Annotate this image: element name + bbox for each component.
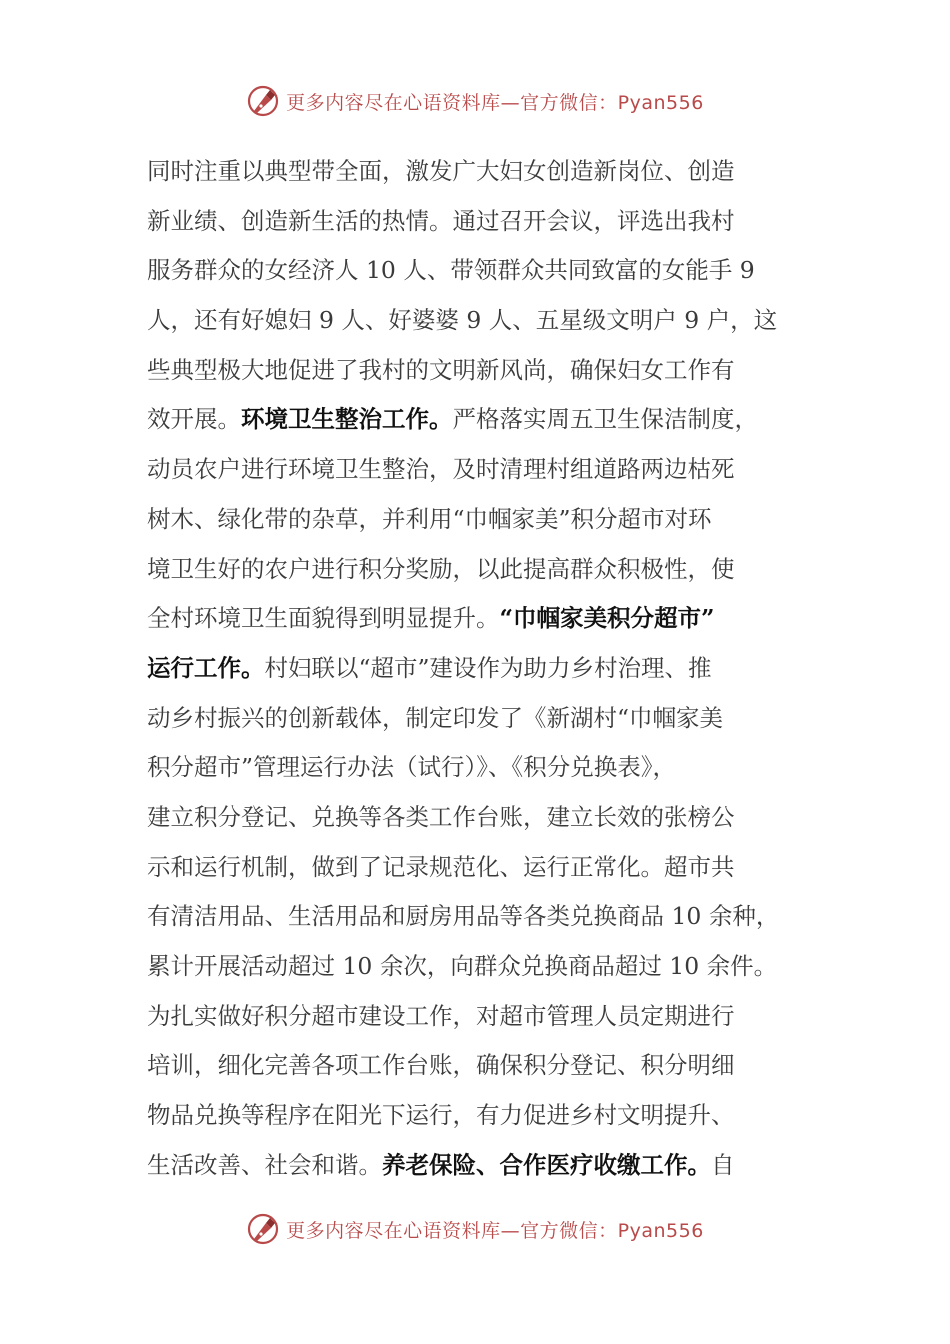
watermark-text: 更多内容尽在心语资料库—官方微信：Pyan556 <box>286 1219 704 1242</box>
watermark-text: 更多内容尽在心语资料库—官方微信：Pyan556 <box>286 91 704 114</box>
pen-nib-circle-icon <box>246 1212 280 1246</box>
text-line <box>147 346 819 396</box>
text-line <box>147 495 819 545</box>
text-line <box>147 147 819 197</box>
body-text: 同时注重以典型带全面，激发广大妇女创造新岗位、创造 <box>147 157 735 185</box>
text-line <box>147 992 819 1042</box>
text-line <box>147 445 819 495</box>
text-line <box>147 892 819 942</box>
text-line <box>147 1091 819 1141</box>
body-text: 动员农户进行环境卫生整治，及时清理村组道路两边枯死 <box>147 455 735 484</box>
text-line <box>147 296 819 346</box>
text-line <box>147 545 819 595</box>
section-heading: 环境卫生整治工作。 <box>241 405 453 434</box>
section-heading: 养老保险、合作医疗收缴工作。 <box>382 1150 711 1179</box>
body-text: 服务群众的女经济人 10 人、带领群众共同致富的女能手 9 <box>147 256 755 285</box>
section-heading: 运行工作。 <box>147 653 265 682</box>
watermark-header <box>0 84 950 118</box>
body-text: 人，还有好媳妇 9 人、好婆婆 9 人、五星级文明户 9 户，这 <box>147 306 778 335</box>
pen-nib-circle-icon <box>246 84 280 118</box>
body-text: 效开展。 <box>147 405 241 434</box>
body-text: 境卫生好的农户进行积分奖励，以此提高群众积极性，使 <box>147 554 735 583</box>
text-line <box>147 395 819 445</box>
text-line <box>147 246 819 296</box>
text-line <box>147 1141 819 1191</box>
text-line <box>147 743 819 793</box>
body-text: 自 <box>711 1150 735 1179</box>
body-text: 为扎实做好积分超市建设工作，对超市管理人员定期进行 <box>147 1001 735 1030</box>
section-heading: “巾帼家美积分超市” <box>499 604 715 633</box>
body-text: 些典型极大地促进了我村的文明新风尚，确保妇女工作有 <box>147 355 735 384</box>
body-text: 累计开展活动超过 10 余次，向群众兑换商品超过 10 余件。 <box>147 952 778 980</box>
body-text: 物品兑换等程序在阳光下运行，有力促进乡村文明提升、 <box>147 1101 735 1130</box>
text-line <box>147 843 819 893</box>
body-text: 严格落实周五卫生保洁制度， <box>452 405 758 434</box>
body-text: 生活改善、社会和谐。 <box>147 1150 382 1179</box>
body-text: 积分超市”管理运行办法（试行）》、《积分兑换表》， <box>147 753 677 782</box>
text-line <box>147 694 819 744</box>
body-text: 树木、绿化带的杂草，并利用“巾帼家美”积分超市对环 <box>147 504 712 533</box>
body-text: 建立积分登记、兑换等各类工作台账，建立长效的张榜公 <box>147 802 735 831</box>
body-text: 新业绩、创造新生活的热情。通过召开会议，评选出我村 <box>147 206 735 235</box>
text-line <box>147 594 819 644</box>
text-line <box>147 644 819 694</box>
text-line <box>147 793 819 843</box>
text-line <box>147 942 819 992</box>
watermark-footer <box>0 1212 950 1246</box>
body-text: 村妇联以“超市”建设作为助力乡村治理、推 <box>264 653 712 682</box>
body-text: 全村环境卫生面貌得到明显提升。 <box>147 604 500 633</box>
body-text: 动乡村振兴的创新载体，制定印发了《新湖村“巾帼家美 <box>147 703 724 732</box>
text-line <box>147 197 819 247</box>
body-text: 示和运行机制，做到了记录规范化、运行正常化。超市共 <box>147 852 735 881</box>
document-body <box>147 147 819 1190</box>
body-text: 有清洁用品、生活用品和厨房用品等各类兑换商品 10 余种， <box>147 902 780 931</box>
body-text: 培训，细化完善各项工作台账，确保积分登记、积分明细 <box>147 1051 735 1080</box>
text-line <box>147 1041 819 1091</box>
